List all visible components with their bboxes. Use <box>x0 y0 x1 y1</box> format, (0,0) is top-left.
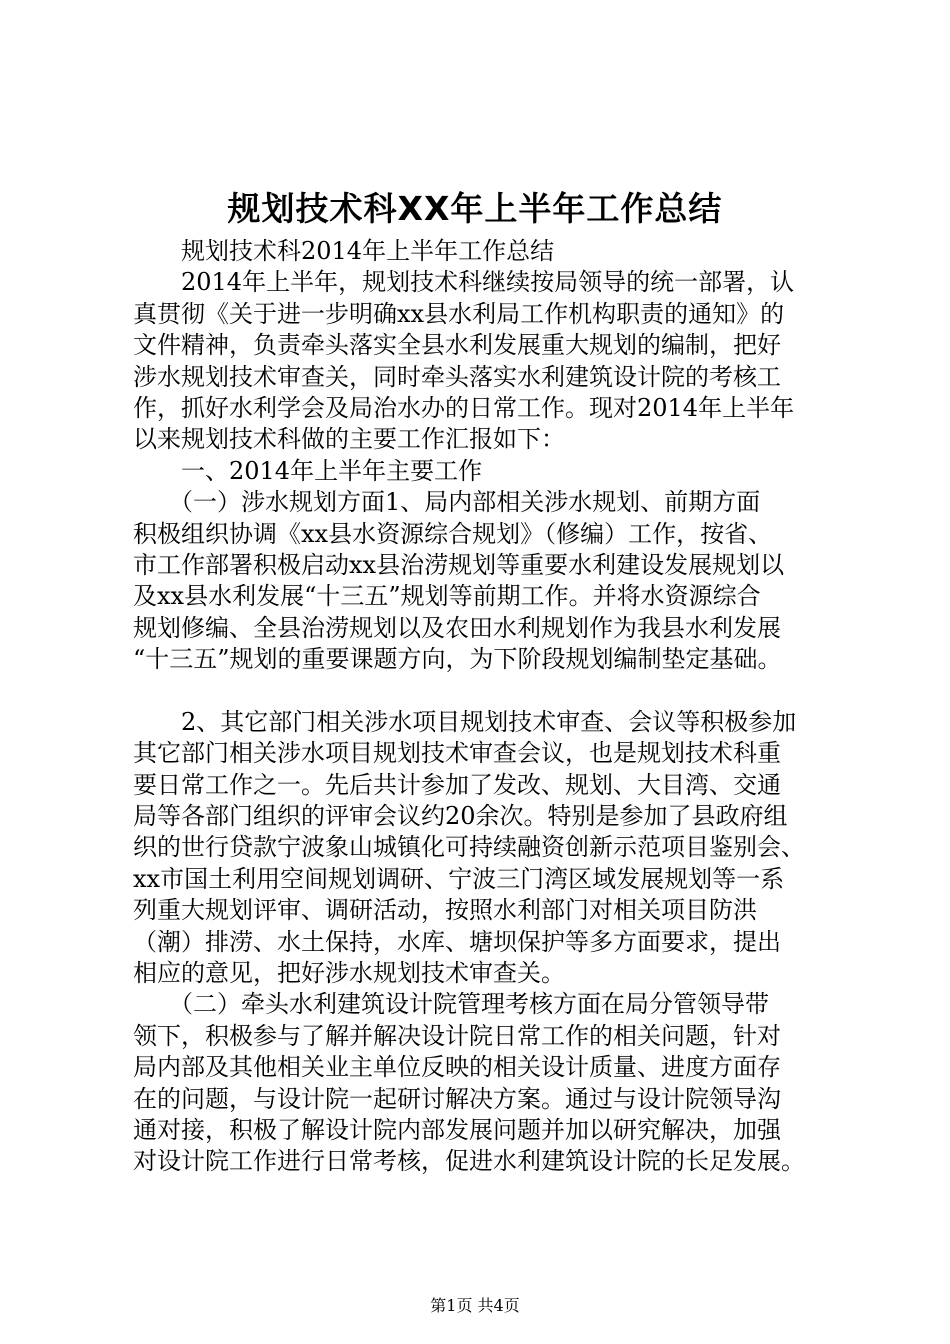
text-line: 相应的意见，把好涉水规划技术审查关。 <box>133 958 565 987</box>
text-line: 积极组织协调《xx县水资源综合规划》（修编）工作，按省、 <box>133 519 773 548</box>
text-line: （一）涉水规划方面1、局内部相关涉水规划、前期方面 <box>133 488 761 517</box>
text-line: 其它部门相关涉水项目规划技术审查会议，也是规划技术科重 <box>133 739 781 768</box>
text-line: 要日常工作之一。先后共计参加了发改、规划、大目湾、交通 <box>133 770 781 799</box>
text-line: 对设计院工作进行日常考核，促进水利建筑设计院的长足发展。 <box>133 1147 805 1176</box>
text-line: 领下，积极参与了解并解决设计院日常工作的相关问题，针对 <box>133 1021 781 1050</box>
text-line: 列重大规划评审、调研活动，按照水利部门对相关项目防洪 <box>133 896 757 925</box>
text-line: 通对接，积极了解设计院内部发展问题并加以研究解决，加强 <box>133 1115 781 1144</box>
document-title: 规划技术科XX年上半年工作总结 <box>227 189 723 228</box>
text-line: （二）牵头水利建筑设计院管理考核方面在局分管领导带 <box>133 990 769 1019</box>
text-line: 及xx县水利发展“十三五”规划等前期工作。并将水资源综合 <box>133 582 761 611</box>
text-line: xx市国土利用空间规划调研、宁波三门湾区域发展规划等一系 <box>133 864 785 893</box>
text-line: 2014年上半年，规划技术科继续按局领导的统一部署，认 <box>133 268 795 297</box>
text-line: 真贯彻《关于进一步明确xx县水利局工作机构职责的通知》的 <box>133 299 785 328</box>
text-line: 以来规划技术科做的主要工作汇报如下： <box>133 425 565 454</box>
page-number-footer: 第1页 共4页 <box>430 1296 520 1315</box>
text-line: “十三五”规划的重要课题方向，为下阶段规划编制垫定基础。 <box>133 645 782 674</box>
text-line: 织的世行贷款宁波象山城镇化可持续融资创新示范项目鉴别会、 <box>133 833 805 862</box>
document-body <box>133 236 853 1178</box>
text-line: 文件精神，负责牵头落实全县水利发展重大规划的编制，把好 <box>133 331 781 360</box>
blank-line <box>133 675 853 706</box>
text-line: 作，抓好水利学会及局治水办的日常工作。现对2014年上半年 <box>133 393 795 422</box>
text-line: （潮）排涝、水土保持，水库、塘坝保护等多方面要求，提出 <box>133 927 781 956</box>
text-line: 在的问题，与设计院一起研讨解决方案。通过与设计院领导沟 <box>133 1084 781 1113</box>
text-line: 规划技术科2014年上半年工作总结 <box>133 237 555 265</box>
text-line: 规划修编、全县治涝规划以及农田水利规划作为我县水利发展 <box>133 613 781 642</box>
text-line: 市工作部署积极启动xx县治涝规划等重要水利建设发展规划以 <box>133 550 785 579</box>
text-line: 2、其它部门相关涉水项目规划技术审查、会议等积极参加 <box>133 707 797 736</box>
text-line: 一、2014年上半年主要工作 <box>133 456 483 485</box>
text-line: 局等各部门组织的评审会议约20余次。特别是参加了县政府组 <box>133 802 788 831</box>
text-line: 涉水规划技术审查关，同时牵头落实水利建筑设计院的考核工 <box>133 362 781 391</box>
text-line: 局内部及其他相关业主单位反映的相关设计质量、进度方面存 <box>133 1053 781 1082</box>
